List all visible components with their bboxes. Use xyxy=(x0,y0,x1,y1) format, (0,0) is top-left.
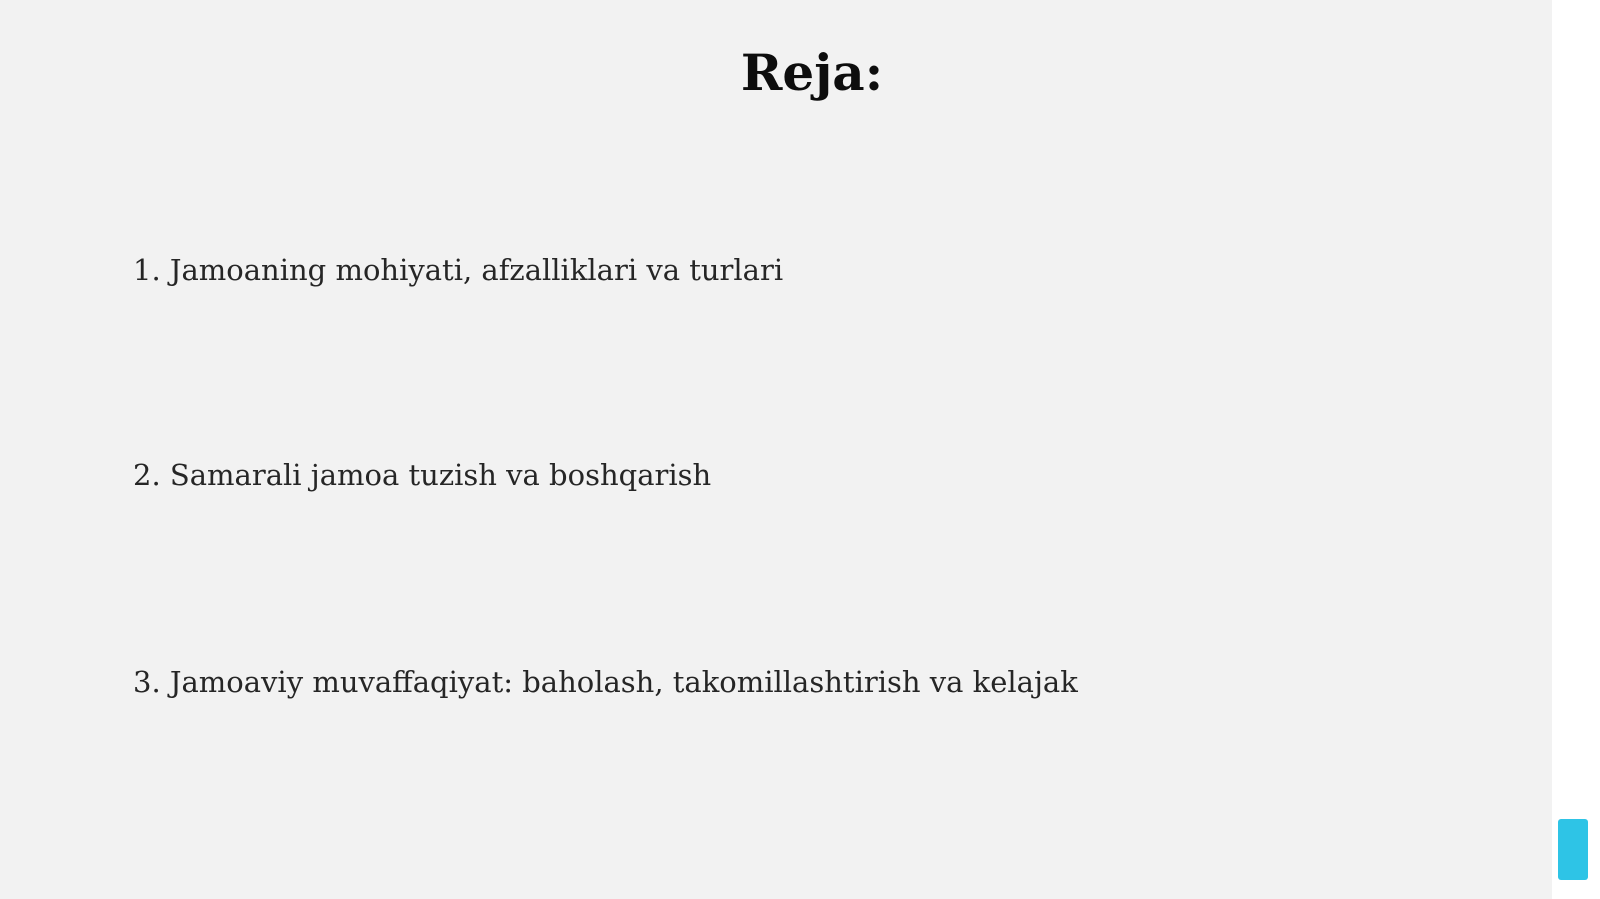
slide-title: Reja: xyxy=(740,43,884,102)
plan-item-number: 3. xyxy=(133,665,161,699)
plan-item-number: 2. xyxy=(133,458,161,492)
plan-item-3 xyxy=(133,662,1078,702)
plan-item-text: Samarali jamoa tuzish va boshqarish xyxy=(169,458,712,492)
plan-item-1 xyxy=(133,250,783,290)
plan-item-text: Jamoaning mohiyati, afzalliklari va turlari xyxy=(169,253,784,287)
plan-item-text: Jamoaviy muvaffaqiyat: baholash, takomillashtirish va kelajak xyxy=(169,665,1078,699)
plan-item-2 xyxy=(133,455,711,495)
plan-item-number: 1. xyxy=(133,253,161,287)
scroll-thumb[interactable] xyxy=(1558,819,1588,880)
right-margin xyxy=(1552,0,1600,899)
